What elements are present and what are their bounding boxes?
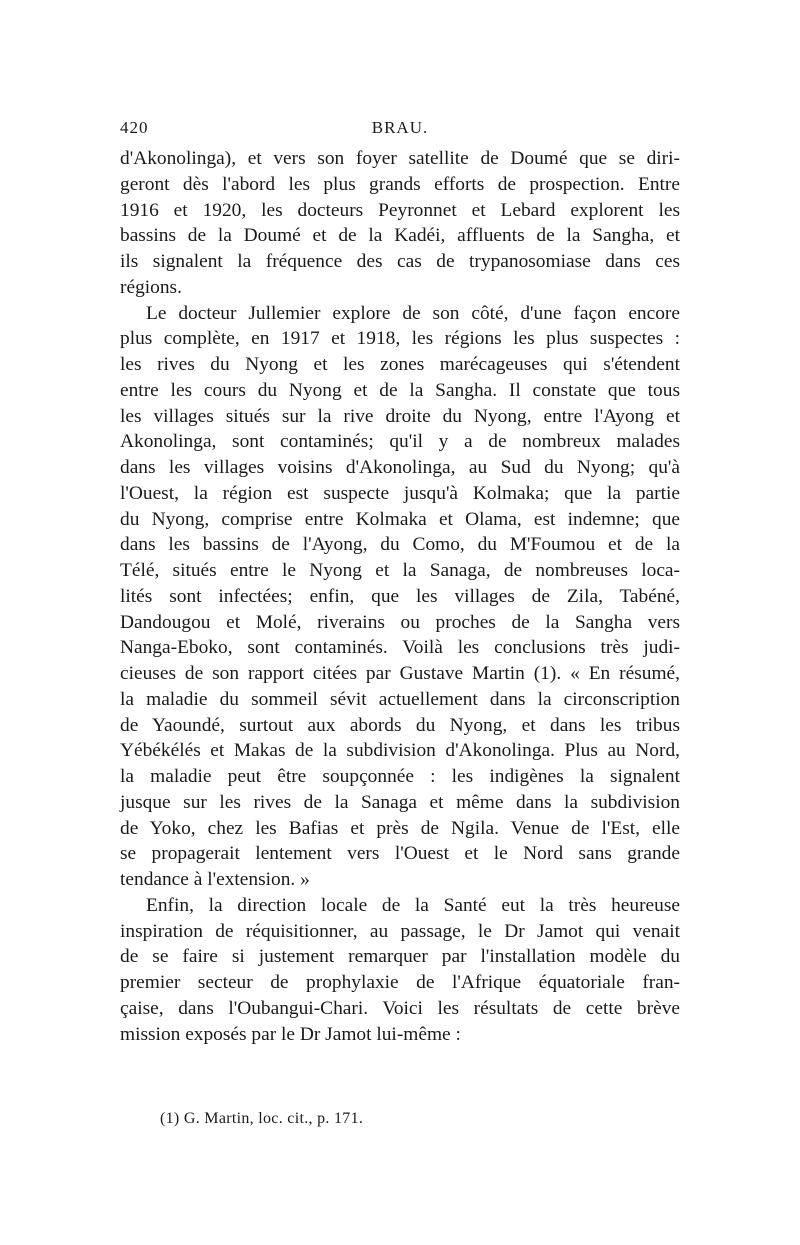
page-number: 420 [120,118,149,137]
running-head [120,118,680,142]
text-line: cieuses de son rapport citées par Gustave Martin (1). « En résumé, [120,663,680,684]
text-line: d'Akonolinga), et vers son foyer satellite de Doumé que se diri- [120,148,680,169]
text-line: Le docteur Jullemier explore de son côté, d'une façon encore [146,302,680,324]
text-line: la maladie du sommeil sévit actuellement dans la circonscription [120,688,680,710]
text-line: de se faire si justement remarquer par l'installation modèle du [120,946,680,968]
text-line: lités sont infectées; enfin, que les villages de Zila, Tabéné, [120,585,680,607]
text-line: Télé, situés entre le Nyong et la Sanaga, de nombreuses loca- [120,560,680,581]
text-line: premier secteur de prophylaxie de l'Afrique équatoriale fran- [120,972,680,993]
text-line: les rives du Nyong et les zones marécageuses qui s'étendent [120,354,680,375]
paragraph [120,146,680,301]
book-page [120,118,680,1047]
paragraph [120,893,680,1048]
text-line: çaise, dans l'Oubangui-Chari. Voici les résultats de cette brève [120,997,680,1019]
text-line: Akonolinga, sont contaminés; qu'il y a de nombreux malades [120,431,680,453]
text-line: entre les cours du Nyong et de la Sangha. Il constate que tous [120,379,680,401]
text-line: jusque sur les rives de la Sanaga et même dans la subdivision [120,791,680,813]
text-line: dans les bassins de l'Ayong, du Como, du M'Foumou et de la [120,534,680,556]
body-text [120,146,680,1047]
footnote: (1) G. Martin, loc. cit., p. 171. [160,1110,364,1127]
text-line: bassins de la Doumé et de la Kadéi, affluents de la Sangha, et [120,225,680,247]
text-line: dans les villages voisins d'Akonolinga, au Sud du Nyong; qu'à [120,457,680,478]
text-line: Nanga-Eboko, sont contaminés. Voilà les conclusions très judi- [120,637,680,659]
text-line: Dandougou et Molé, riverains ou proches de la Sangha vers [120,611,680,633]
running-title: BRAU. [371,118,429,137]
text-line: plus complète, en 1917 et 1918, les régions les plus suspectes : [120,328,680,350]
paragraph [120,301,680,893]
text-line: inspiration de réquisitionner, au passage, le Dr Jamot qui venait [120,920,680,942]
text-line: de Yaoundé, surtout aux abords du Nyong, et dans les tribus [120,714,680,736]
text-line: la maladie peut être soupçonnée : les indigènes la signalent [120,766,680,787]
text-line: de Yoko, chez les Bafias et près de Ngila. Venue de l'Est, elle [120,817,680,839]
text-line: Enfin, la direction locale de la Santé eut la très heureuse [146,894,680,916]
text-line: du Nyong, comprise entre Kolmaka et Olama, est indemne; que [120,508,680,530]
text-line: mission exposés par le Dr Jamot lui-même : [120,1023,461,1045]
text-line: l'Ouest, la région est suspecte jusqu'à Kolmaka; que la partie [120,482,680,504]
text-line: se propagerait lentement vers l'Ouest et le Nord sans grande [120,843,680,865]
text-line: les villages situés sur la rive droite du Nyong, entre l'Ayong et [120,405,680,427]
text-line: tendance à l'extension. » [120,869,310,890]
text-line: 1916 et 1920, les docteurs Peyronnet et Lebard explorent les [120,199,680,221]
text-line: régions. [120,276,182,298]
text-line: geront dès l'abord les plus grands efforts de prospection. Entre [120,173,680,195]
text-line: Yébékélés et Makas de la subdivision d'Akonolinga. Plus au Nord, [120,740,680,762]
text-line: ils signalent la fréquence des cas de trypanosomiase dans ces [120,251,680,272]
